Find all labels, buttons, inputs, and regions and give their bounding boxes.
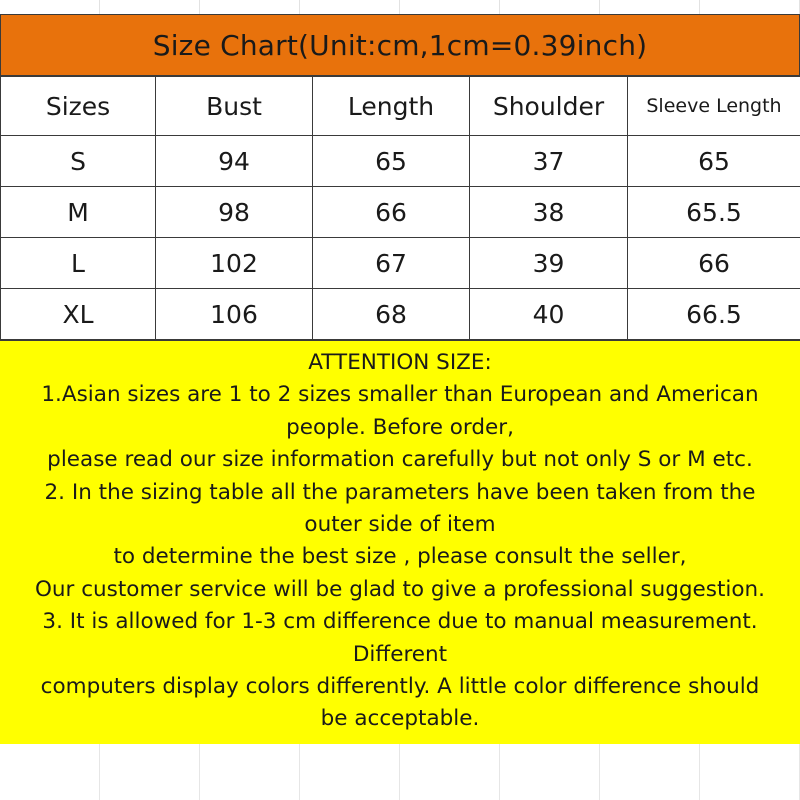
notice-line: people. Before order,	[286, 414, 514, 440]
cell-length: 65	[313, 136, 470, 187]
table-row	[1, 187, 800, 238]
table-row	[1, 238, 800, 289]
attention-notice	[0, 340, 800, 744]
notice-line: Our customer service will be glad to give a professional suggestion.	[35, 576, 765, 602]
cell-size: M	[1, 187, 156, 238]
table-row	[1, 289, 800, 340]
table-header-row	[1, 77, 800, 136]
header-bust: Bust	[156, 77, 313, 136]
cell-bust: 106	[156, 289, 313, 340]
notice-line: 1.Asian sizes are 1 to 2 sizes smaller than European and American	[41, 382, 759, 408]
cell-shoulder: 38	[470, 187, 628, 238]
cell-length: 68	[313, 289, 470, 340]
cell-sleeve-length: 66.5	[628, 289, 800, 340]
notice-line: to determine the best size , please consult the seller,	[113, 544, 687, 570]
cell-length: 67	[313, 238, 470, 289]
header-length: Length	[313, 77, 470, 136]
cell-sleeve-length: 65	[628, 136, 800, 187]
cell-length: 66	[313, 187, 470, 238]
notice-line: 2. In the sizing table all the parameters have been taken from the	[44, 479, 756, 505]
chart-title: Size Chart(Unit:cm,1cm=0.39inch)	[0, 14, 800, 76]
notice-line: 3. It is allowed for 1-3 cm difference due to manual measurement.	[42, 609, 758, 635]
notice-line: computers display colors differently. A little color difference should	[40, 674, 760, 700]
table-row	[1, 136, 800, 187]
cell-sleeve-length: 65.5	[628, 187, 800, 238]
spreadsheet-gridlines-top	[0, 0, 800, 14]
header-sleeve-length: Sleeve Length	[628, 77, 800, 136]
cell-size: L	[1, 238, 156, 289]
notice-line: be acceptable.	[320, 706, 480, 732]
cell-size: S	[1, 136, 156, 187]
cell-shoulder: 37	[470, 136, 628, 187]
cell-bust: 98	[156, 187, 313, 238]
notice-line: please read our size information carefully but not only S or M etc.	[47, 447, 753, 473]
cell-sleeve-length: 66	[628, 238, 800, 289]
size-table	[0, 76, 800, 340]
size-chart	[0, 14, 800, 340]
cell-shoulder: 40	[470, 289, 628, 340]
notice-line: outer side of item	[304, 512, 496, 538]
cell-shoulder: 39	[470, 238, 628, 289]
notice-line: Different	[352, 641, 448, 667]
cell-size: XL	[1, 289, 156, 340]
notice-heading: ATTENTION SIZE:	[308, 350, 492, 375]
spreadsheet-gridlines-bottom	[0, 744, 800, 800]
header-shoulder: Shoulder	[470, 77, 628, 136]
cell-bust: 102	[156, 238, 313, 289]
header-sizes: Sizes	[1, 77, 156, 136]
cell-bust: 94	[156, 136, 313, 187]
